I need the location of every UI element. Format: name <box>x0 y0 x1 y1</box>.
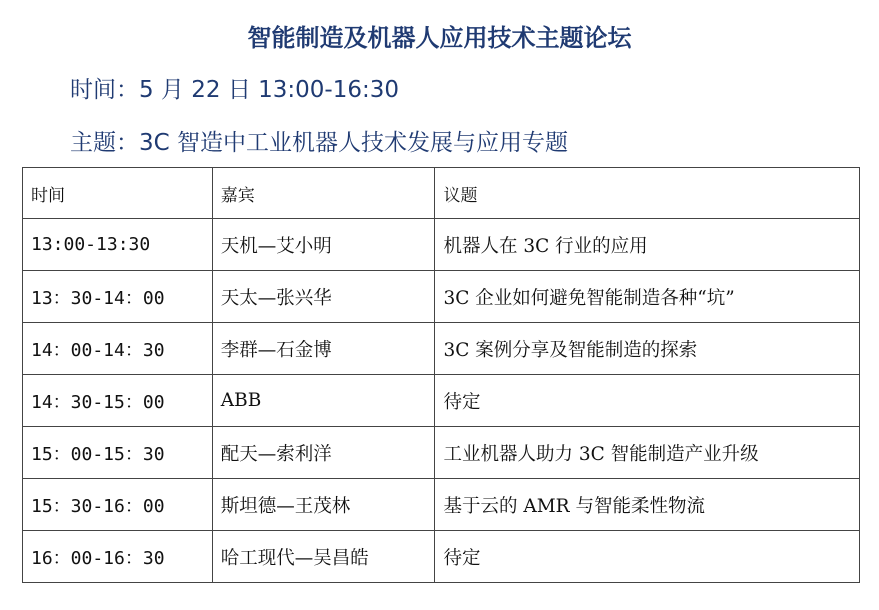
row-topic: 基于云的 AMR 与智能柔性物流 <box>435 479 860 531</box>
row-topic: 3C 案例分享及智能制造的探索 <box>435 323 860 375</box>
table-row <box>23 427 860 479</box>
schedule-table <box>22 167 860 583</box>
row-time: 13：30-14：00 <box>23 271 213 323</box>
row-guest: 哈工现代—吴昌皓 <box>212 531 435 583</box>
table-row <box>23 219 860 271</box>
header-guest: 嘉宾 <box>212 168 435 219</box>
forum-title: 智能制造及机器人应用技术主题论坛 <box>247 24 632 52</box>
row-time: 14：00-14：30 <box>23 323 213 375</box>
row-time: 15：30-16：00 <box>23 479 213 531</box>
row-guest: ABB <box>212 375 435 427</box>
table-row <box>23 479 860 531</box>
table-header-row <box>23 168 860 219</box>
row-topic: 待定 <box>435 375 860 427</box>
table-row <box>23 375 860 427</box>
row-topic: 机器人在 3C 行业的应用 <box>435 219 860 271</box>
row-guest: 斯坦德—王茂林 <box>212 479 435 531</box>
event-time: 时间：5 月 22 日 13:00-16:30 <box>70 77 400 103</box>
header-topic: 议题 <box>435 168 860 219</box>
row-topic: 工业机器人助力 3C 智能制造产业升级 <box>435 427 860 479</box>
row-time: 14：30-15：00 <box>23 375 213 427</box>
row-time: 16：00-16：30 <box>23 531 213 583</box>
row-time: 15：00-15：30 <box>23 427 213 479</box>
row-guest: 配天—索利洋 <box>212 427 435 479</box>
table-row <box>23 531 860 583</box>
table-row <box>23 323 860 375</box>
header-time: 时间 <box>23 168 213 219</box>
table-row <box>23 271 860 323</box>
row-guest: 天机—艾小明 <box>212 219 435 271</box>
row-guest: 天太—张兴华 <box>212 271 435 323</box>
row-time: 13:00-13:30 <box>23 219 213 271</box>
row-guest: 李群—石金博 <box>212 323 435 375</box>
row-topic: 待定 <box>435 531 860 583</box>
row-topic: 3C 企业如何避免智能制造各种“坑” <box>435 271 860 323</box>
event-topic: 主题：3C 智造中工业机器人技术发展与应用专题 <box>70 130 569 156</box>
